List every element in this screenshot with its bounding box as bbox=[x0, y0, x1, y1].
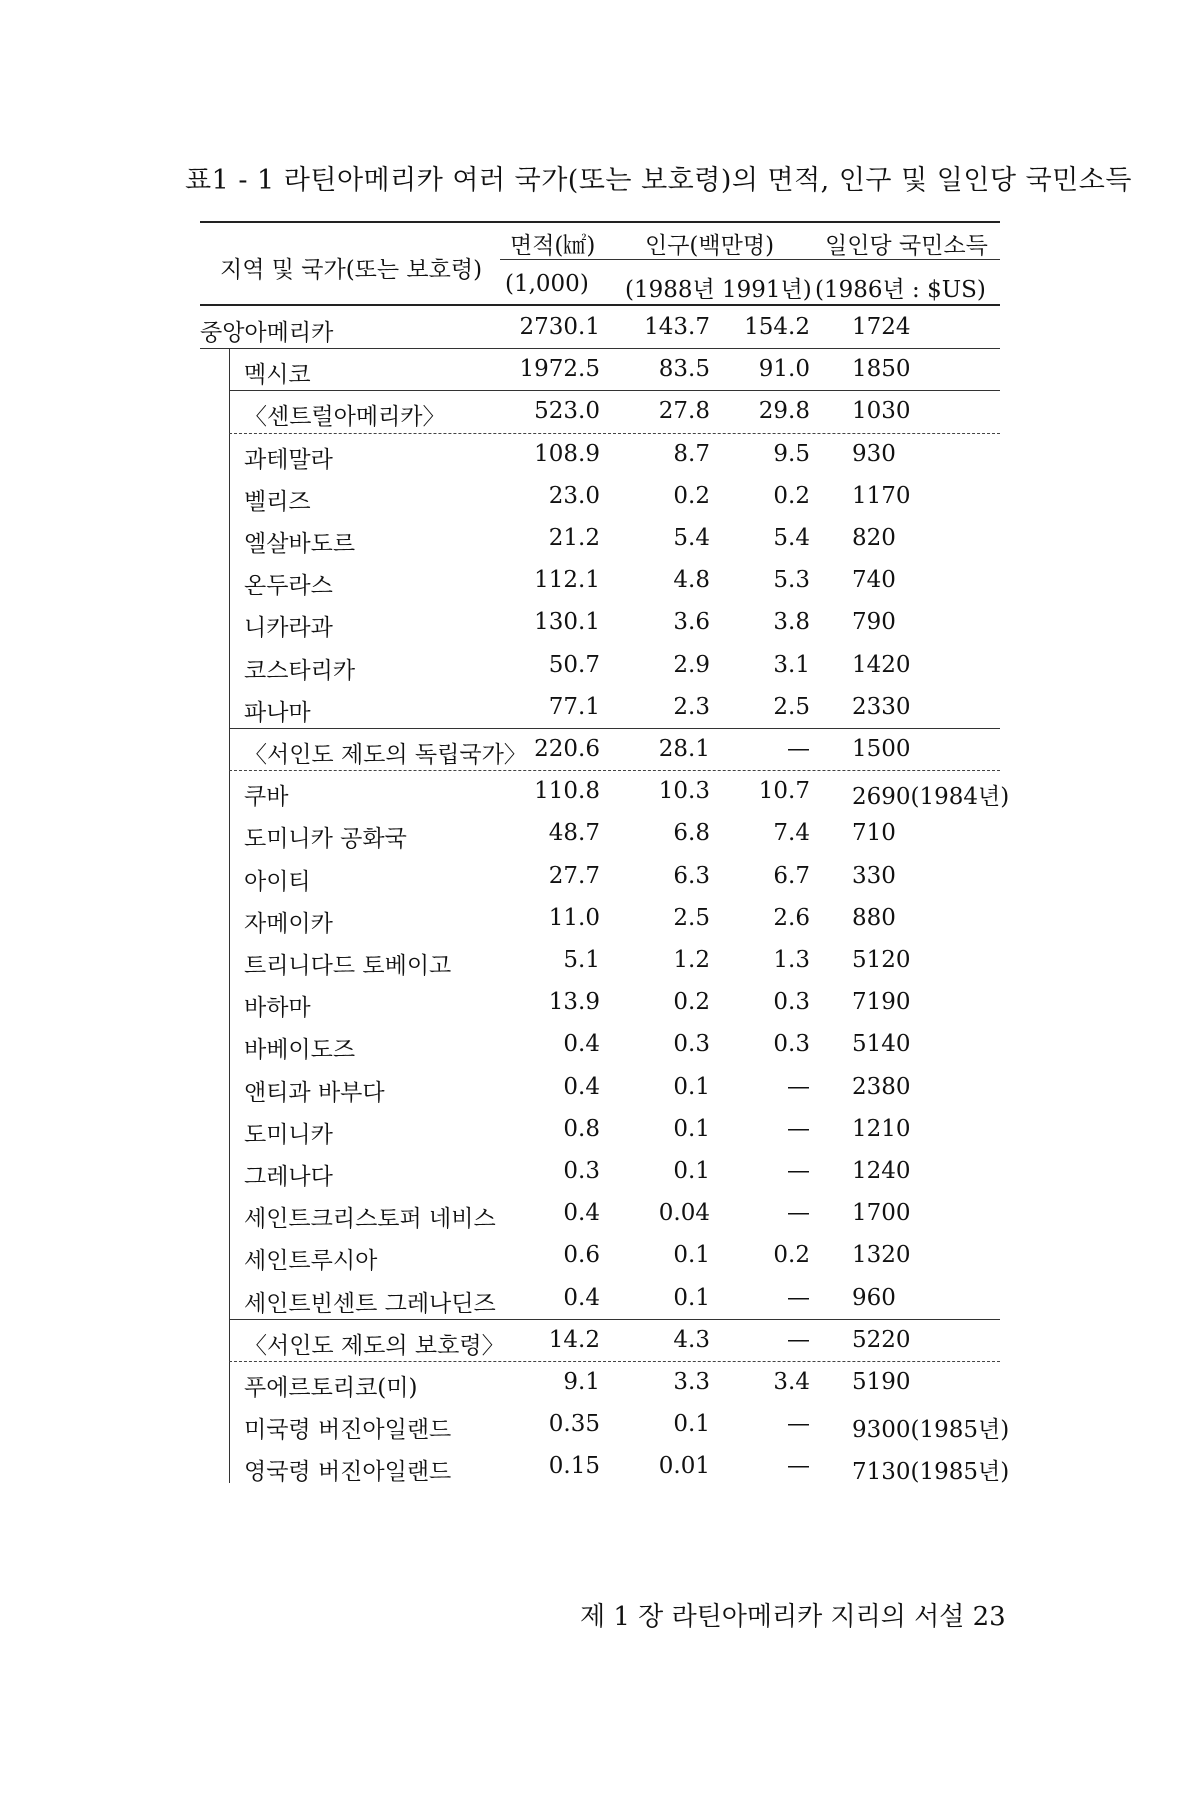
row-income: 1700 bbox=[852, 1200, 911, 1226]
row-pop-1988: 0.1 bbox=[673, 1158, 710, 1184]
row-pop-1991: — bbox=[787, 1411, 810, 1437]
row-label: 니카라과 bbox=[244, 615, 333, 641]
rule-before-westindies bbox=[229, 728, 1000, 729]
row-income: 790 bbox=[852, 609, 896, 635]
row-pop-1991: 7.4 bbox=[773, 820, 810, 846]
row-area: 0.15 bbox=[548, 1453, 600, 1479]
row-pop-1991: 154.2 bbox=[744, 314, 810, 340]
row-income: 1240 bbox=[852, 1158, 911, 1184]
row-pop-1991: — bbox=[787, 1453, 810, 1479]
row-area: 130.1 bbox=[534, 609, 600, 635]
dash-after-westindies bbox=[229, 770, 1000, 771]
row-pop-1991: 9.5 bbox=[773, 441, 810, 467]
row-income: 2380 bbox=[852, 1074, 911, 1100]
row-income: 5120 bbox=[852, 947, 911, 973]
row-label: 〈서인도 제도의 독립국가〉 bbox=[244, 742, 527, 768]
rule-after-central bbox=[200, 348, 1000, 349]
row-pop-1988: 2.9 bbox=[673, 652, 710, 678]
dash-after-territories bbox=[229, 1361, 1000, 1362]
row-label: 그레나다 bbox=[244, 1164, 333, 1190]
row-area: 0.4 bbox=[563, 1285, 600, 1311]
row-area: 220.6 bbox=[534, 736, 600, 762]
row-pop-1988: 0.1 bbox=[673, 1285, 710, 1311]
row-income: 820 bbox=[852, 525, 896, 551]
row-area: 5.1 bbox=[563, 947, 600, 973]
row-area: 1972.5 bbox=[519, 356, 600, 382]
row-pop-1991: 6.7 bbox=[773, 863, 810, 889]
page-footer: 제 1 장 라틴아메리카 지리의 서설 23 bbox=[580, 1602, 1006, 1632]
row-area: 2730.1 bbox=[519, 314, 600, 340]
row-pop-1991: — bbox=[787, 1327, 810, 1353]
row-label: 세인트빈센트 그레나딘즈 bbox=[244, 1291, 496, 1317]
row-pop-1988: 0.1 bbox=[673, 1074, 710, 1100]
row-label: 엘살바도르 bbox=[244, 531, 356, 557]
row-area: 27.7 bbox=[548, 863, 600, 889]
row-pop-1991: — bbox=[787, 736, 810, 762]
row-area: 77.1 bbox=[548, 694, 600, 720]
row-pop-1991: 2.6 bbox=[773, 905, 810, 931]
row-pop-1991: 3.1 bbox=[773, 652, 810, 678]
row-pop-1988: 0.2 bbox=[673, 483, 710, 509]
row-area: 523.0 bbox=[534, 398, 600, 424]
row-pop-1991: 3.4 bbox=[773, 1369, 810, 1395]
row-pop-1988: 27.8 bbox=[658, 398, 710, 424]
row-income: 1420 bbox=[852, 652, 911, 678]
row-label: 바하마 bbox=[244, 995, 311, 1021]
row-pop-1988: 6.3 bbox=[673, 863, 710, 889]
row-income: 880 bbox=[852, 905, 896, 931]
row-pop-1991: 0.2 bbox=[773, 483, 810, 509]
row-label: 자메이카 bbox=[244, 911, 333, 937]
row-area: 0.4 bbox=[563, 1031, 600, 1057]
row-area: 108.9 bbox=[534, 441, 600, 467]
row-area: 9.1 bbox=[563, 1369, 600, 1395]
row-area: 48.7 bbox=[548, 820, 600, 846]
row-income: 5140 bbox=[852, 1031, 911, 1057]
row-label: 〈센트럴아메리카〉 bbox=[244, 404, 446, 430]
row-pop-1991: — bbox=[787, 1200, 810, 1226]
row-income: 330 bbox=[852, 863, 896, 889]
row-label: 〈서인도 제도의 보호령〉 bbox=[244, 1333, 505, 1359]
row-label: 앤티과 바부다 bbox=[244, 1080, 385, 1106]
row-income: 1724 bbox=[852, 314, 911, 340]
header-area-unit: (1,000) bbox=[505, 271, 589, 297]
row-pop-1991: — bbox=[787, 1158, 810, 1184]
row-income: 2330 bbox=[852, 694, 911, 720]
row-area: 23.0 bbox=[548, 483, 600, 509]
row-label: 벨리즈 bbox=[244, 489, 311, 515]
header-population: 인구(백만명) bbox=[645, 233, 775, 259]
row-pop-1988: 0.1 bbox=[673, 1116, 710, 1142]
row-pop-1988: 3.3 bbox=[673, 1369, 710, 1395]
row-pop-1991: — bbox=[787, 1116, 810, 1142]
row-pop-1988: 1.2 bbox=[673, 947, 710, 973]
row-income: 1170 bbox=[852, 483, 911, 509]
row-pop-1988: 0.01 bbox=[658, 1453, 710, 1479]
header-pop-1991: 1991년) bbox=[722, 277, 812, 303]
row-income: 1210 bbox=[852, 1116, 911, 1142]
row-area: 0.3 bbox=[563, 1158, 600, 1184]
header-area: 면적(㎢) bbox=[510, 233, 596, 259]
row-income: 960 bbox=[852, 1285, 896, 1311]
row-pop-1991: 2.5 bbox=[773, 694, 810, 720]
row-label: 세인트크리스토퍼 네비스 bbox=[244, 1206, 496, 1232]
row-income: 1500 bbox=[852, 736, 911, 762]
header-region: 지역 및 국가(또는 보호령) bbox=[220, 257, 483, 283]
row-pop-1988: 0.3 bbox=[673, 1031, 710, 1057]
rule-before-centralam bbox=[229, 390, 1000, 391]
row-pop-1988: 0.04 bbox=[658, 1200, 710, 1226]
header-income: 일인당 국민소득 bbox=[825, 233, 988, 259]
row-label: 푸에르토리코(미) bbox=[244, 1375, 418, 1401]
row-label: 온두라스 bbox=[244, 573, 333, 599]
row-pop-1988: 4.3 bbox=[673, 1327, 710, 1353]
row-pop-1991: 3.8 bbox=[773, 609, 810, 635]
row-area: 13.9 bbox=[548, 989, 600, 1015]
row-pop-1991: — bbox=[787, 1074, 810, 1100]
row-income: 740 bbox=[852, 567, 896, 593]
row-pop-1991: 29.8 bbox=[758, 398, 810, 424]
row-area: 14.2 bbox=[548, 1327, 600, 1353]
row-area: 0.4 bbox=[563, 1074, 600, 1100]
rule-before-territories bbox=[229, 1319, 1000, 1320]
row-income: 7190 bbox=[852, 989, 911, 1015]
row-pop-1991: 5.3 bbox=[773, 567, 810, 593]
table-caption: 표1 - 1 라틴아메리카 여러 국가(또는 보호령)의 면적, 인구 및 일인당 국민소득 bbox=[185, 165, 1132, 196]
row-label: 세인트루시아 bbox=[244, 1248, 378, 1274]
row-income: 710 bbox=[852, 820, 896, 846]
row-pop-1991: 1.3 bbox=[773, 947, 810, 973]
row-area: 0.6 bbox=[563, 1242, 600, 1268]
row-area: 11.0 bbox=[548, 905, 600, 931]
row-income: 1030 bbox=[852, 398, 911, 424]
data-table bbox=[200, 221, 1010, 1535]
dash-after-centralam bbox=[229, 433, 1000, 434]
row-label: 도미니카 공화국 bbox=[244, 826, 407, 852]
row-label: 쿠바 bbox=[244, 784, 289, 810]
group-bracket-line bbox=[229, 348, 230, 1483]
row-pop-1991: 10.7 bbox=[758, 778, 810, 804]
row-area: 112.1 bbox=[534, 567, 600, 593]
row-pop-1988: 3.6 bbox=[673, 609, 710, 635]
header-pop-1988: (1988년 bbox=[625, 277, 715, 303]
header-income-unit: (1986년 : $US) bbox=[815, 277, 986, 303]
row-area: 0.8 bbox=[563, 1116, 600, 1142]
row-income: 2690(1984년) bbox=[852, 784, 1010, 810]
row-pop-1988: 2.5 bbox=[673, 905, 710, 931]
row-pop-1988: 143.7 bbox=[644, 314, 710, 340]
row-income: 9300(1985년) bbox=[852, 1417, 1010, 1443]
row-pop-1988: 0.1 bbox=[673, 1411, 710, 1437]
row-income: 1320 bbox=[852, 1242, 911, 1268]
row-pop-1991: — bbox=[787, 1285, 810, 1311]
row-income: 930 bbox=[852, 441, 896, 467]
row-area: 50.7 bbox=[548, 652, 600, 678]
row-label: 파나마 bbox=[244, 700, 311, 726]
row-income: 1850 bbox=[852, 356, 911, 382]
row-label: 바베이도즈 bbox=[244, 1037, 356, 1063]
row-label: 과테말라 bbox=[244, 447, 333, 473]
top-rule bbox=[200, 221, 1000, 223]
row-area: 0.35 bbox=[548, 1411, 600, 1437]
row-label: 미국령 버진아일랜드 bbox=[244, 1417, 452, 1443]
row-label: 영국령 버진아일랜드 bbox=[244, 1459, 452, 1485]
row-label: 코스타리카 bbox=[244, 658, 356, 684]
row-pop-1988: 2.3 bbox=[673, 694, 710, 720]
row-pop-1991: 0.3 bbox=[773, 1031, 810, 1057]
row-pop-1988: 8.7 bbox=[673, 441, 710, 467]
row-pop-1991: 0.2 bbox=[773, 1242, 810, 1268]
row-pop-1988: 5.4 bbox=[673, 525, 710, 551]
row-area: 110.8 bbox=[534, 778, 600, 804]
row-label: 멕시코 bbox=[244, 362, 311, 388]
row-income: 5190 bbox=[852, 1369, 911, 1395]
row-label: 트리니다드 토베이고 bbox=[244, 953, 452, 979]
row-label: 도미니카 bbox=[244, 1122, 333, 1148]
row-label: 중앙아메리카 bbox=[200, 320, 334, 346]
row-area: 0.4 bbox=[563, 1200, 600, 1226]
row-area: 21.2 bbox=[548, 525, 600, 551]
row-pop-1988: 6.8 bbox=[673, 820, 710, 846]
row-pop-1988: 28.1 bbox=[658, 736, 710, 762]
row-label: 아이티 bbox=[244, 869, 311, 895]
row-pop-1991: 5.4 bbox=[773, 525, 810, 551]
row-income: 5220 bbox=[852, 1327, 911, 1353]
row-pop-1988: 0.2 bbox=[673, 989, 710, 1015]
row-pop-1988: 10.3 bbox=[658, 778, 710, 804]
row-pop-1988: 4.8 bbox=[673, 567, 710, 593]
row-pop-1988: 0.1 bbox=[673, 1242, 710, 1268]
row-income: 7130(1985년) bbox=[852, 1459, 1010, 1485]
header-bottom-rule bbox=[200, 304, 1000, 306]
row-pop-1991: 0.3 bbox=[773, 989, 810, 1015]
row-pop-1988: 83.5 bbox=[658, 356, 710, 382]
row-pop-1991: 91.0 bbox=[758, 356, 810, 382]
